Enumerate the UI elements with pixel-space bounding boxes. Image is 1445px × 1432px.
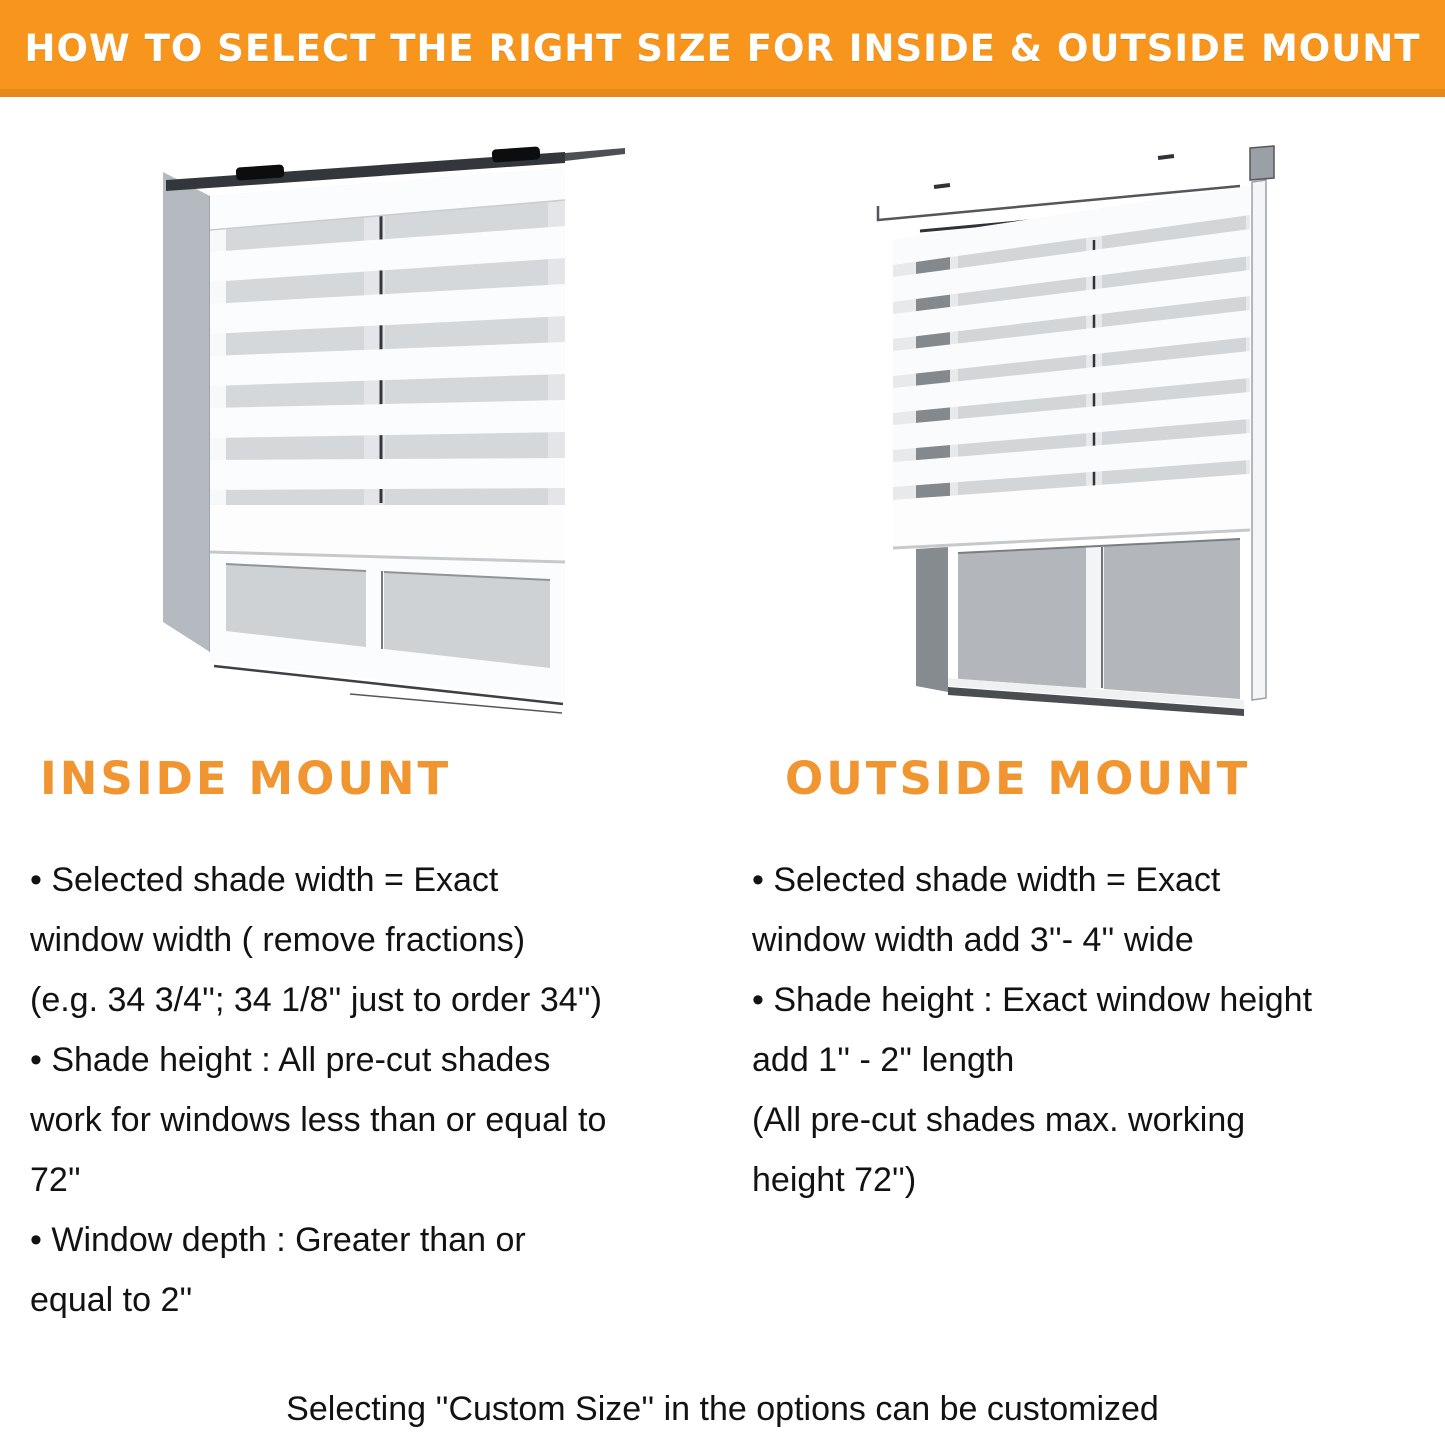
window-frame bbox=[163, 172, 210, 652]
spec-line: (e.g. 34 3/4''; 34 1/8'' just to order 34'') bbox=[30, 981, 602, 1019]
banner bbox=[0, 0, 1445, 97]
spec-line: equal to 2'' bbox=[30, 1281, 193, 1319]
inside-mount-heading: INSIDE MOUNT bbox=[40, 752, 452, 805]
spec-line: window width add 3''- 4'' wide bbox=[752, 921, 1194, 959]
spec-line: window width ( remove fractions) bbox=[30, 921, 526, 959]
spec-line: • Shade height : All pre-cut shades bbox=[30, 1041, 551, 1079]
window-panes bbox=[916, 539, 1244, 716]
outside-mount-specs bbox=[752, 850, 1442, 1210]
spec-line: add 1'' - 2'' length bbox=[752, 1041, 1015, 1079]
outside-mount-heading: OUTSIDE MOUNT bbox=[785, 752, 1251, 805]
spec-line: (All pre-cut shades max. working bbox=[752, 1101, 1246, 1139]
spec-line: • Selected shade width = Exact bbox=[30, 861, 499, 899]
banner-title: HOW TO SELECT THE RIGHT SIZE FOR INSIDE & OUTSIDE MOUNT bbox=[24, 27, 1421, 70]
spec-line: 72'' bbox=[30, 1161, 81, 1199]
spec-line: • Shade height : Exact window height bbox=[752, 981, 1313, 1019]
spec-line: height 72'') bbox=[752, 1161, 917, 1199]
outside-mount-illustration bbox=[860, 140, 1280, 740]
inside-mount-illustration bbox=[140, 140, 680, 720]
inside-mount-specs bbox=[30, 850, 722, 1330]
spec-line: • Selected shade width = Exact bbox=[752, 861, 1221, 899]
spec-line: work for windows less than or equal to bbox=[30, 1101, 607, 1139]
spec-line: • Window depth : Greater than or bbox=[30, 1221, 526, 1259]
shade-hem-bar bbox=[210, 505, 565, 562]
custom-size-note: Selecting ''Custom Size'' in the options can be customized bbox=[286, 1390, 1159, 1428]
